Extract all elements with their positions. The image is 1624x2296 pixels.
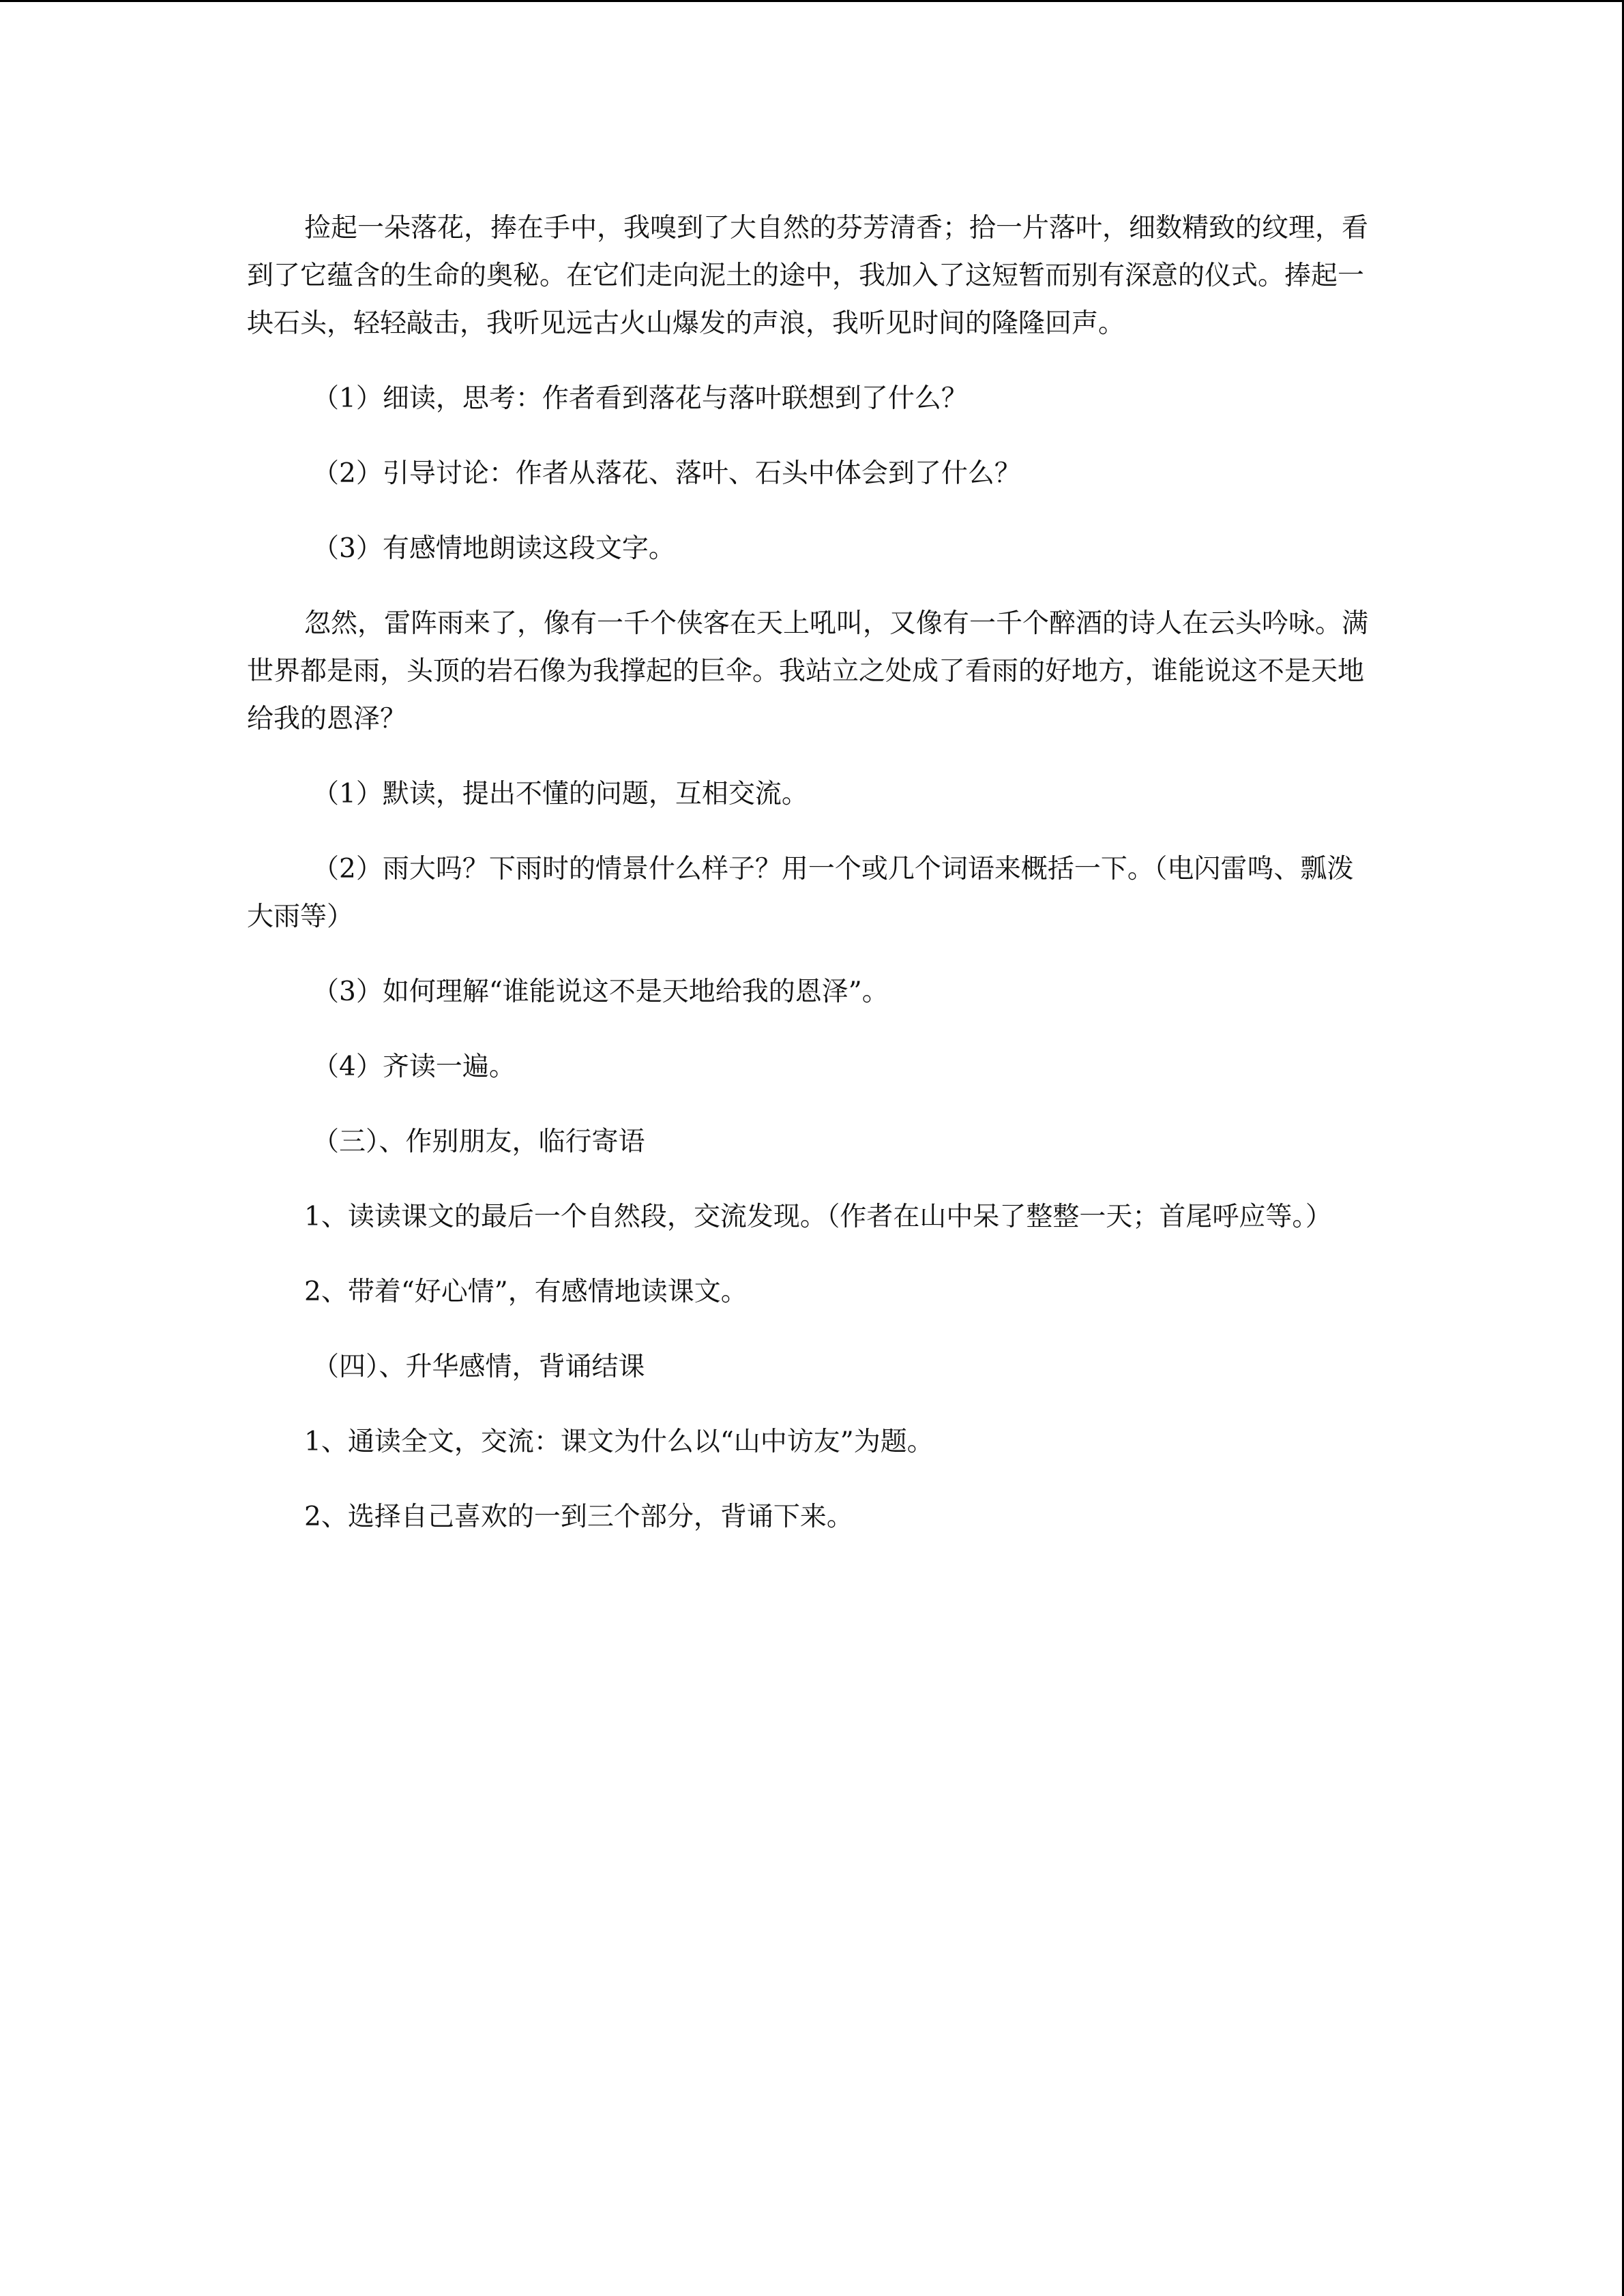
question-2-discussion: （2）引导讨论：作者从落花、落叶、石头中体会到了什么？ bbox=[312, 458, 1021, 489]
question-1-silent-reading: （1）默读，提出不懂的问题，互相交流。 bbox=[312, 779, 808, 809]
page-top-border bbox=[0, 0, 1624, 2]
question-3-understanding: （3）如何理解“谁能说这不是天地给我的恩泽”。 bbox=[312, 976, 889, 1007]
paragraph-thunderstorm: 忽然，雷阵雨来了，像有一千个侠客在天上吼叫，又像有一千个醉酒的诗人在云头吟咏。满世界都是雨，头顶的岩石像为我撑起的巨伞。我站立之处成了看雨的好地方，谁能说这不是天地给我的恩泽？ bbox=[247, 608, 1369, 734]
section-heading-4: （四）、升华感情，背诵结课 bbox=[312, 1352, 645, 1382]
question-2-rain: （2）雨大吗？下雨时的情景什么样子？用一个或几个词语来概括一下。（电闪雷鸣、瓢泼大雨等） bbox=[247, 854, 1354, 932]
question-3-read-aloud: （3）有感情地朗读这段文字。 bbox=[312, 533, 675, 564]
task-2-recite: 2、选择自己喜欢的一到三个部分，背诵下来。 bbox=[304, 1502, 853, 1532]
question-1-association: （1）细读，思考：作者看到落花与落叶联想到了什么？ bbox=[312, 383, 968, 414]
task-2-read-with-feeling: 2、带着“好心情”，有感情地读课文。 bbox=[304, 1277, 748, 1307]
section-heading-3: （三）、作别朋友，临行寄语 bbox=[312, 1127, 645, 1157]
task-1-last-paragraph: 1、读读课文的最后一个自然段，交流发现。（作者在山中呆了整整一天；首尾呼应等。） bbox=[304, 1202, 1332, 1232]
paragraph-falling-flowers: 捡起一朵落花，捧在手中，我嗅到了大自然的芬芳清香；拾一片落叶，细数精致的纹理，看到了它蕴含的生命的奥秘。在它们走向泥土的途中，我加入了这短暂而别有深意的仪式。捧起一块石头，轻轻敲击，我听见远古火山爆发的声浪，我听见时间的隆隆回声。 bbox=[247, 213, 1369, 339]
question-4-read-together: （4）齐读一遍。 bbox=[312, 1052, 516, 1082]
document-body bbox=[247, 205, 1379, 1568]
task-1-read-whole-text: 1、通读全文，交流：课文为什么以“山中访友”为题。 bbox=[304, 1427, 934, 1457]
